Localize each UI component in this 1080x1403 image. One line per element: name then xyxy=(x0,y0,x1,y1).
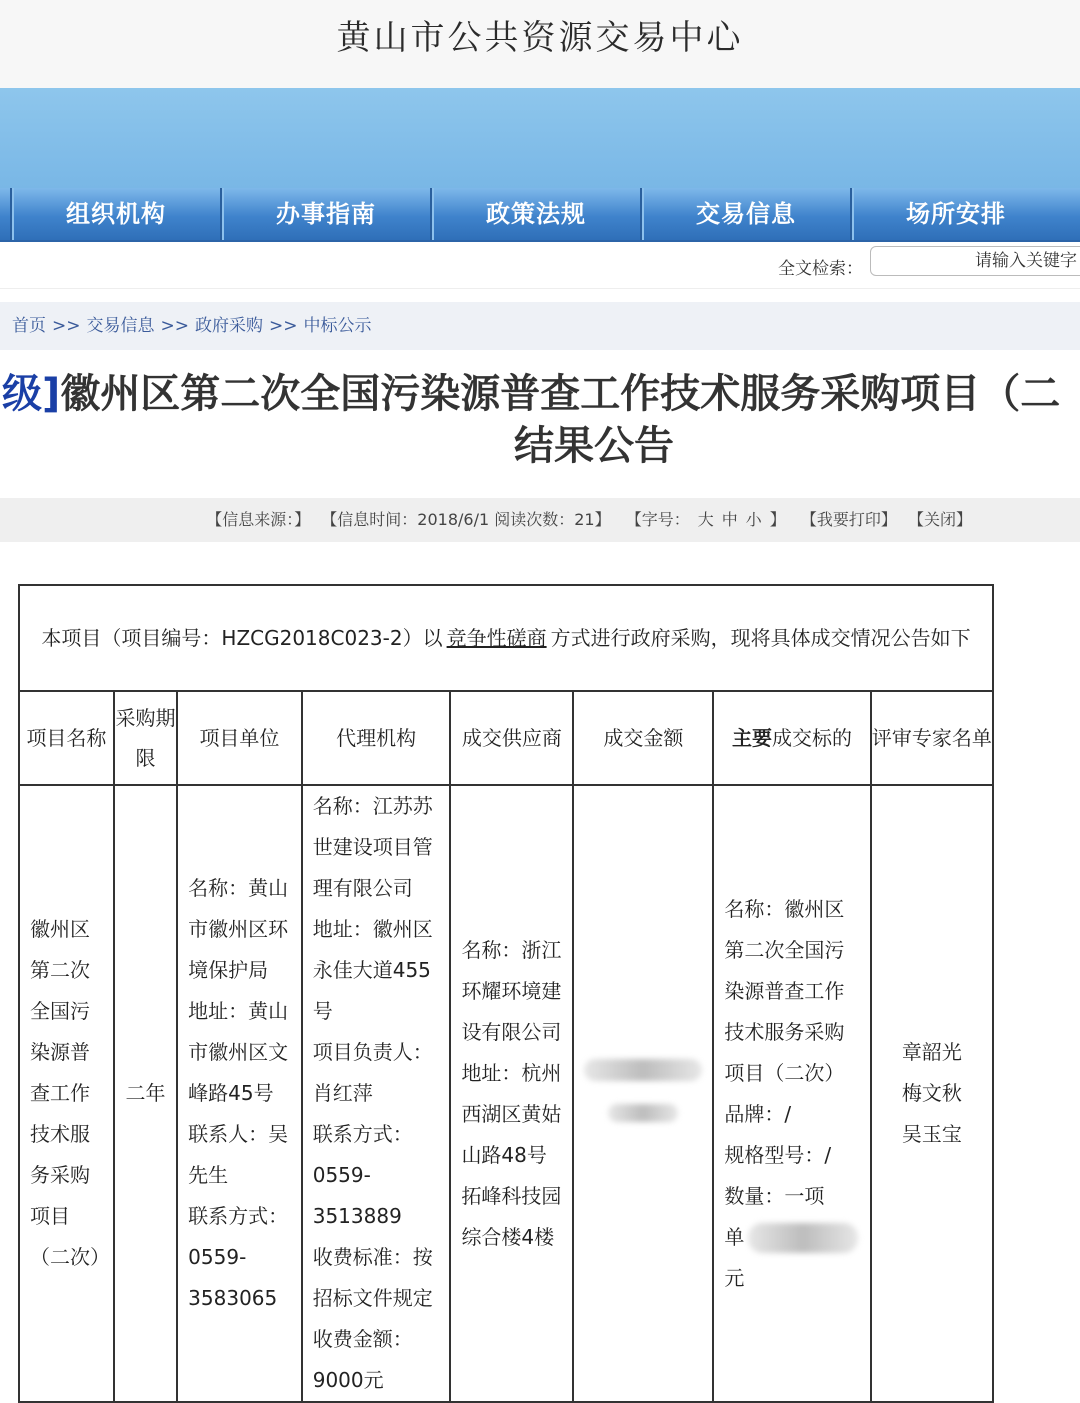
print-link[interactable]: 【我要打印】 xyxy=(800,510,897,529)
breadcrumb-separator: >> xyxy=(52,316,81,336)
header-project-name: 项目名称 xyxy=(19,691,114,785)
table-header-row xyxy=(19,691,993,785)
info-source: 【信息来源：】 xyxy=(206,510,311,529)
expert-3: 吴玉宝 xyxy=(901,1122,962,1146)
subject-name: 名称：徽州区第二次全国污染源普查工作技术服务采购项目（二次） xyxy=(724,896,845,1085)
breadcrumb-trading-info[interactable]: 交易信息 xyxy=(86,316,155,336)
notice-intro-b: 方式进行政府采购，现将具体成交情况公告如下 xyxy=(550,626,971,650)
header-subject-strong: 主要 xyxy=(732,726,773,750)
expert-1: 章韶光 xyxy=(901,1040,962,1064)
redacted-amount-2 xyxy=(608,1104,678,1122)
header-amount: 成交金额 xyxy=(573,691,713,785)
breadcrumb-gov-procurement[interactable]: 政府采购 xyxy=(195,316,263,336)
header-subject-rest: 成交标的 xyxy=(772,726,853,750)
cell-experts xyxy=(871,785,993,1402)
cell-unit xyxy=(177,785,302,1402)
agency-manager: 项目负责人：肖红萍 xyxy=(312,1040,433,1105)
subject-quantity: 数量：一项 xyxy=(724,1183,825,1208)
site-title: 黄山市公共资源交易中心 xyxy=(0,0,1080,88)
font-size-large[interactable]: 大 xyxy=(697,510,714,529)
subject-currency: 元 xyxy=(724,1265,745,1290)
font-size-medium[interactable]: 中 xyxy=(721,510,738,529)
notice-intro xyxy=(19,585,993,691)
nav-item-venue[interactable]: 场所安排 xyxy=(850,188,1060,240)
redacted-amount xyxy=(584,1059,702,1081)
subject-unit-price-label: 单 xyxy=(724,1224,745,1249)
nav-item-trading-info[interactable]: 交易信息 xyxy=(640,188,850,240)
main-nav xyxy=(0,188,1080,242)
agency-phone: 联系方式：0559-3513889 xyxy=(312,1122,413,1228)
cell-subject xyxy=(713,785,870,1402)
procurement-method: 竞争性磋商 xyxy=(446,626,547,650)
close-link[interactable]: 【关闭】 xyxy=(907,510,972,529)
cell-supplier xyxy=(450,785,573,1402)
unit-phone: 联系方式：0559-3583065 xyxy=(188,1204,289,1310)
font-size-end: 】 xyxy=(769,510,786,529)
unit-contact: 联系人：吴先生 xyxy=(188,1122,289,1187)
award-table xyxy=(18,584,994,1403)
breadcrumb xyxy=(0,302,1080,350)
subject-unit-price xyxy=(724,1217,859,1258)
search-label: 全文检索： xyxy=(778,259,863,279)
search-row xyxy=(0,242,1080,289)
breadcrumb-home[interactable]: 首页 xyxy=(12,316,46,336)
nav-item-guide[interactable]: 办事指南 xyxy=(220,188,430,240)
breadcrumb-separator: >> xyxy=(269,316,298,336)
font-size-label: 【字号： xyxy=(625,510,690,529)
redacted-unit-price xyxy=(748,1223,858,1253)
nav-item-policy[interactable]: 政策法规 xyxy=(430,188,640,240)
info-bar xyxy=(0,498,1080,542)
subject-spec: 规格型号：/ xyxy=(724,1142,832,1167)
header-supplier: 成交供应商 xyxy=(450,691,573,785)
expert-2: 梅文秋 xyxy=(901,1081,962,1105)
header-subject xyxy=(713,691,870,785)
search-input[interactable] xyxy=(870,246,1080,276)
agency-address: 地址：徽州区永佳大道455号 xyxy=(312,917,433,1023)
unit-name: 名称：黄山市徽州区环境保护局 xyxy=(188,876,289,982)
title-level-tag: 级] xyxy=(2,371,61,417)
header-experts: 评审专家名单 xyxy=(871,691,993,785)
subject-brand: 品牌：/ xyxy=(724,1101,792,1126)
info-time: 【信息时间：2018/6/1 阅读次数：21】 xyxy=(321,510,611,529)
header-banner xyxy=(0,88,1080,188)
header-agency: 代理机构 xyxy=(302,691,451,785)
cell-amount xyxy=(573,785,713,1402)
supplier-name: 名称：浙江环耀环境建设有限公司 xyxy=(461,937,562,1044)
agency-fee-amount: 收费金额：9000元 xyxy=(312,1327,413,1392)
agency-fee-standard: 收费标准：按招标文件规定 xyxy=(312,1245,433,1310)
header-period: 采购期限 xyxy=(114,691,177,785)
unit-address: 地址：黄山市徽州区文峰路45号 xyxy=(188,999,289,1105)
breadcrumb-award-notice[interactable]: 中标公示 xyxy=(303,316,372,336)
nav-item-organization[interactable]: 组织机构 xyxy=(10,188,220,240)
font-size-control xyxy=(622,510,790,529)
title-line-2: 结果公告 xyxy=(514,423,674,469)
notice-intro-a: 本项目（项目编号：HZCG2018C023-2）以 xyxy=(41,626,443,650)
supplier-address: 地址：杭州西湖区黄姑山路48号拓峰科技园综合楼4楼 xyxy=(461,1060,562,1249)
title-line-1: 徽州区第二次全国污染源普查工作技术服务采购项目（二 xyxy=(60,371,1061,417)
table-row xyxy=(19,785,993,1402)
agency-name: 名称：江苏苏世建设项目管理有限公司 xyxy=(312,794,433,900)
breadcrumb-separator: >> xyxy=(160,316,189,336)
cell-agency xyxy=(302,785,451,1402)
page-title xyxy=(0,360,1080,490)
header-unit: 项目单位 xyxy=(177,691,302,785)
font-size-small[interactable]: 小 xyxy=(745,510,762,529)
cell-project-name: 徽州区第二次全国污染源普查工作技术服务采购项目（二次） xyxy=(19,785,114,1402)
cell-period: 二年 xyxy=(114,785,177,1402)
